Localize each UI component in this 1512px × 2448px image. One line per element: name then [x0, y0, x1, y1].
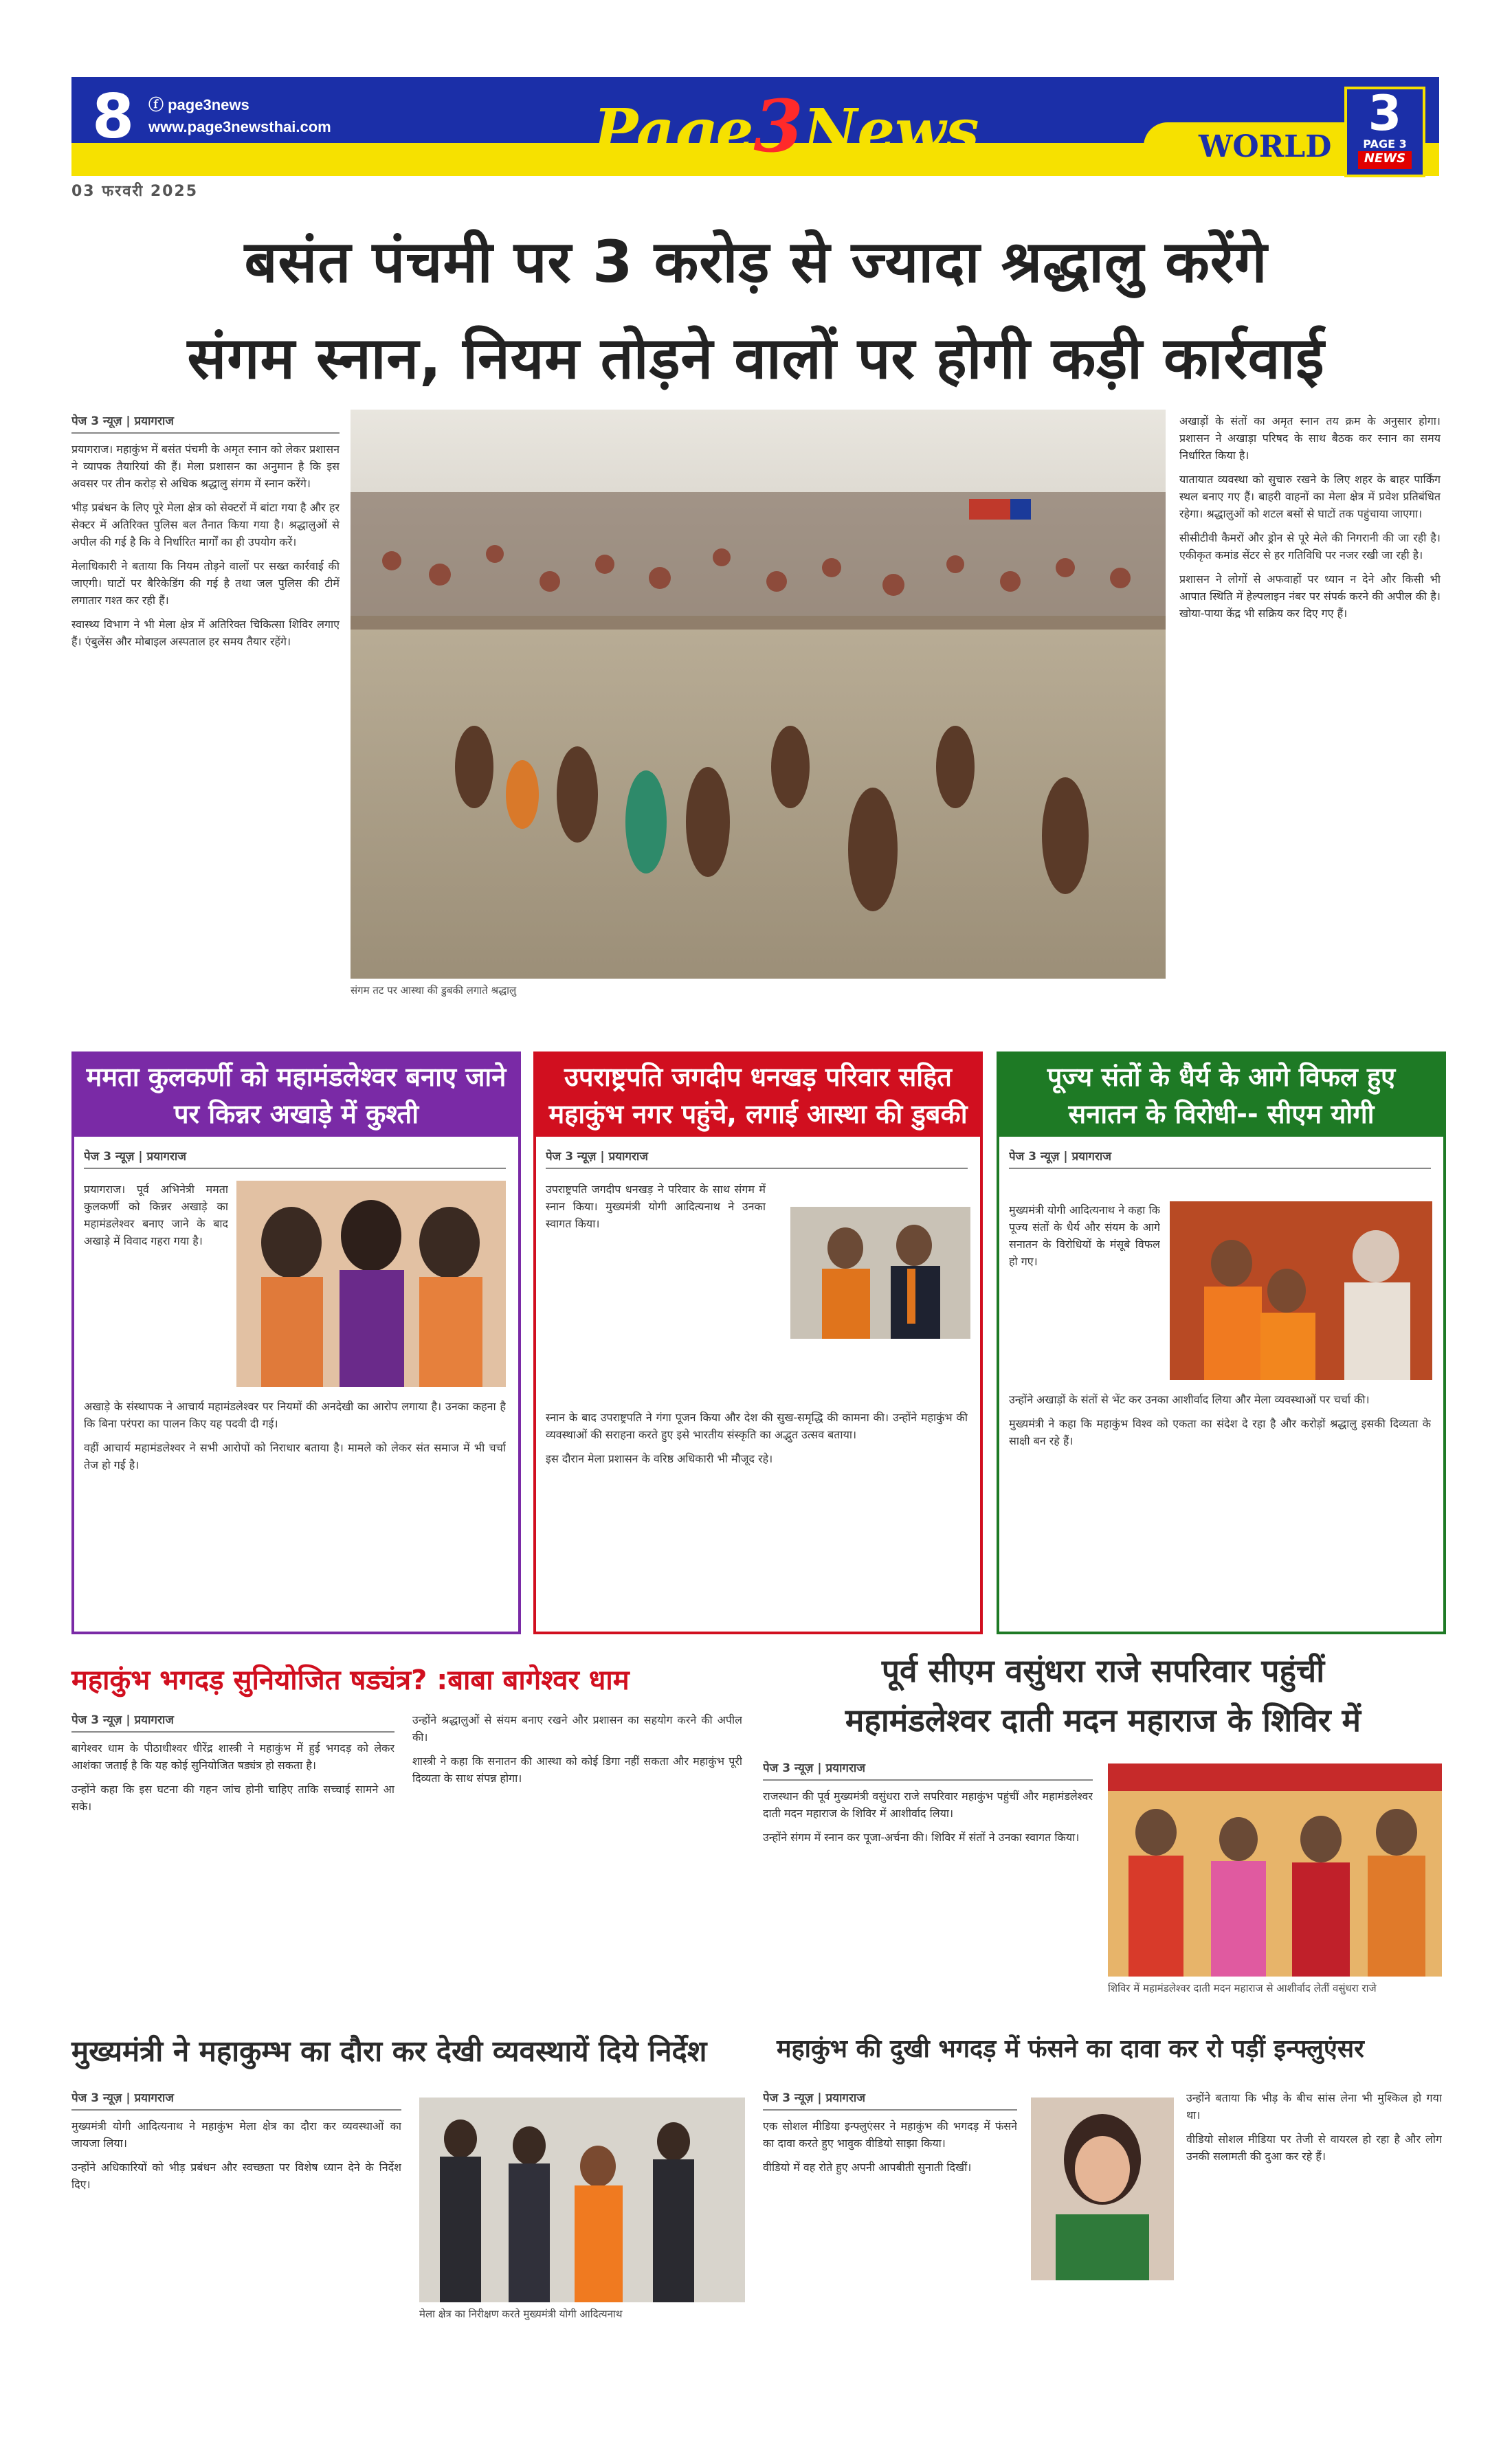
badge-number: 3: [1368, 85, 1402, 142]
masthead-left: Page: [593, 96, 754, 166]
influencer-paragraph: वीडियो सोशल मीडिया पर तेजी से वायरल हो रहा है और लोग उनकी सलामती की दुआ कर रहे हैं।: [1186, 2133, 1442, 2163]
lead-paragraph: यातायात व्यवस्था को सुचारु रखने के लिए शहर के बाहर पार्किंग स्थल बनाए गए हैं। बाहरी वाहनों का मेला क्षेत्र में प्रवेश प्रतिबंधित रहेगा। श्रद्धालुओं को शटल बसों से घाटों तक पहुंचाया जाएगा।: [1179, 473, 1441, 520]
raje-paragraph: उन्होंने संगम में स्नान कर पूजा-अर्चना की। शिविर में संतों ने उनका स्वागत किया।: [763, 1831, 1080, 1844]
box-paragraph: इस दौरान मेला प्रशासन के वरिष्ठ अधिकारी भी मौजूद रहे।: [546, 1452, 773, 1465]
lead-headline-line1: बसंत पंचमी पर 3 करोड़ से ज्यादा श्रद्धालु करेंगे: [244, 228, 1268, 296]
badge-sub: PAGE 3: [1363, 137, 1407, 151]
page-header: [71, 77, 1439, 200]
section-label: WORLD: [1199, 129, 1332, 164]
lead-byline: पेज 3 न्यूज़ | प्रयागराज: [71, 412, 340, 434]
yogi-photo-caption: मेला क्षेत्र का निरीक्षण करते मुख्यमंत्री योगी आदित्यनाथ: [419, 2308, 623, 2320]
box-paragraph: अखाड़े के संस्थापक ने आचार्य महामंडलेश्वर पर नियमों की अनदेखी का आरोप लगाया है। उनका कहना है कि बिना परंपरा का पालन किए यह पदवी दी गई।: [84, 1400, 506, 1430]
lead-paragraph: अखाड़ों के संतों का अमृत स्नान तय क्रम के अनुसार होगा। प्रशासन ने अखाड़ा परिषद के साथ बैठक कर स्नान का समय निर्धारित किया है।: [1179, 414, 1441, 462]
lead-right-column: [1179, 412, 1441, 1031]
lead-paragraph: सीसीटीवी कैमरों और ड्रोन से पूरे मेले की निगरानी की जा रही है। एकीकृत कमांड सेंटर से हर गतिविधि पर नजर रखी जा रही है।: [1179, 531, 1441, 561]
bageshwar-paragraph: शास्त्री ने कहा कि सनातन की आस्था को कोई डिगा नहीं सकता और महाकुंभ पूरी दिव्यता के साथ संपन्न होगा।: [412, 1755, 742, 1785]
lead-headline-line2: संगम स्नान, नियम तोड़ने वालों पर होगी कड़ी कार्रवाई: [187, 324, 1325, 392]
box-paragraph: स्नान के बाद उपराष्ट्रपति ने गंगा पूजन किया और देश की सुख-समृद्धि की कामना की। उन्होंने महाकुंभ की व्यवस्थाओं की सराहना करते हुए इसे भारतीय संस्कृति का अद्भुत उत्सव बताया।: [546, 1411, 968, 1441]
box-paragraph: वहीं आचार्य महामंडलेश्वर ने सभी आरोपों को निराधार बताया है। मामले को लेकर संत समाज में भी चर्चा तेज हो गई है।: [84, 1441, 506, 1471]
date-line: 03 फरवरी 2025: [71, 183, 199, 200]
bageshwar-paragraph: बागेश्वर धाम के पीठाधीश्वर धीरेंद्र शास्त्री ने महाकुंभ में हुई भगदड़ को लेकर आशंका जताई है कि यह कोई सुनियोजित षड्यंत्र हो सकता है।: [71, 1742, 394, 1772]
yogi-paragraph: उन्होंने अधिकारियों को भीड़ प्रबंधन और स्वच्छता पर विशेष ध्यान देने के निर्देश दिए।: [71, 2161, 401, 2191]
masthead-three: 3: [753, 84, 803, 168]
website-url[interactable]: www.page3newsthai.com: [148, 118, 331, 135]
sangam-bathing-photo: [351, 410, 1166, 979]
yogi-paragraph: मुख्यमंत्री योगी आदित्यनाथ ने महाकुंभ मेला क्षेत्र का दौरा कर व्यवस्थाओं का जायजा लिया।: [71, 2119, 401, 2150]
yogi-byline: पेज 3 न्यूज़ | प्रयागराज: [71, 2089, 401, 2111]
box-headline: पूज्य संतों के धैर्य के आगे विफल हुए सनातन के विरोधी-- सीएम योगी: [999, 1054, 1443, 1137]
box-paragraph: मुख्यमंत्री ने कहा कि महाकुंभ विश्व को एकता का संदेश दे रहा है और करोड़ों श्रद्धालु इसकी दिव्यता के साक्षी बन रहे हैं।: [1009, 1417, 1431, 1447]
influencer-paragraph: वीडियो में वह रोते हुए अपनी आपबीती सुनाती दिखीं।: [763, 2161, 972, 2174]
lead-left-column: [71, 412, 340, 1031]
masthead-logo: [539, 77, 1034, 176]
bageshwar-paragraph: उन्होंने कहा कि इस घटना की गहन जांच होनी चाहिए ताकि सच्चाई सामने आ सके।: [71, 1783, 394, 1813]
raje-headline-line2: महामंडलेश्वर दाती मदन महाराज के शिविर में: [845, 1702, 1361, 1739]
story-box-dhankhar: [533, 1051, 983, 1634]
influencer-photo: [1031, 2098, 1174, 2280]
bageshwar-column-1: [71, 1711, 394, 2014]
dhankhar-photo: [790, 1207, 970, 1339]
box-headline: ममता कुलकर्णी को महामंडलेश्वर बनाए जाने पर किन्नर अखाड़े में कुश्ती: [74, 1054, 518, 1137]
lead-paragraph: भीड़ प्रबंधन के लिए पूरे मेला क्षेत्र को सेक्टरों में बांटा गया है और हर सेक्टर में अतिरिक्त पुलिस बल तैनात किया गया है। श्रद्धालुओं से अपील की गई है कि वे निर्धारित मार्गों का ही उपयोग करें।: [71, 501, 340, 548]
yogi-inspection-column: [71, 2089, 401, 2433]
box-byline: पेज 3 न्यूज़ | प्रयागराज: [84, 1148, 506, 1169]
raje-byline: पेज 3 न्यूज़ | प्रयागराज: [763, 1759, 1093, 1781]
bageshwar-headline: महाकुंभ भगदड़ सुनियोजित षड्यंत्र? :बाबा बागेश्वर धाम: [71, 1665, 630, 1696]
box-headline: उपराष्ट्रपति जगदीप धनखड़ परिवार सहित महाकुंभ नगर पहुंचे, लगाई आस्था की डुबकी: [536, 1054, 980, 1137]
box-paragraph: प्रयागराज। पूर्व अभिनेत्री ममता कुलकर्णी को किन्नर अखाड़े का महामंडलेश्वर बनाए जाने के बाद अखाड़े में विवाद गहरा गया है।: [84, 1183, 228, 1247]
box-paragraph: उन्होंने अखाड़ों के संतों से भेंट कर उनका आशीर्वाद लिया और मेला व्यवस्थाओं पर चर्चा की।: [1009, 1393, 1370, 1406]
lead-paragraph: प्रशासन ने लोगों से अफवाहों पर ध्यान न देने और किसी भी आपात स्थिति में हेल्पलाइन नंबर पर संपर्क करने की अपील की है। खोया-पाया केंद्र भी सक्रिय कर दिए गए हैं।: [1179, 572, 1441, 620]
raje-paragraph: राजस्थान की पूर्व मुख्यमंत्री वसुंधरा राजे सपरिवार महाकुंभ पहुंचीं और महामंडलेश्वर दाती मदन महाराज के शिविर में आशीर्वाद लिया।: [763, 1790, 1093, 1820]
yogi-inspection-headline: मुख्यमंत्री ने महाकुम्भ का दौरा कर देखी व्यवस्थायें दिये निर्देश: [71, 2034, 707, 2068]
influencer-paragraph: उन्होंने बताया कि भीड़ के बीच सांस लेना भी मुश्किल हो गया था।: [1186, 2091, 1442, 2122]
box-paragraph: उपराष्ट्रपति जगदीप धनखड़ ने परिवार के साथ संगम में स्नान किया। मुख्यमंत्री योगी आदित्यनाथ ने उनका स्वागत किया।: [546, 1183, 766, 1230]
box-byline: पेज 3 न्यूज़ | प्रयागराज: [546, 1148, 968, 1169]
influencer-headline: महाकुंभ की दुखी भगदड़ में फंसने का दावा कर रो पड़ीं इन्फ्लुएंसर: [777, 2035, 1364, 2063]
influencer-byline: पेज 3 न्यूज़ | प्रयागराज: [763, 2089, 1017, 2111]
lead-paragraph: स्वास्थ्य विभाग ने भी मेला क्षेत्र में अतिरिक्त चिकित्सा शिविर लगाए हैं। एंबुलेंस और मोबाइल अस्पताल हर समय तैयार रहेंगे।: [71, 618, 340, 648]
yogi-saints-photo: [1170, 1201, 1432, 1380]
raje-headline: [763, 1646, 1443, 1745]
influencer-paragraph: एक सोशल मीडिया इन्फ्लुएंसर ने महाकुंभ की भगदड़ में फंसने का दावा करते हुए भावुक वीडियो साझा किया।: [763, 2119, 1017, 2150]
brand-badge: [1344, 87, 1425, 177]
lead-paragraph: मेलाधिकारी ने बताया कि नियम तोड़ने वालों पर सख्त कार्रवाई की जाएगी। घाटों पर बैरिकेडिंग की गई है तथा जल पुलिस की टीमें लगातार गश्त कर रही हैं।: [71, 559, 340, 607]
story-box-mamta: [71, 1051, 521, 1634]
lead-paragraph: प्रयागराज। महाकुंभ में बसंत पंचमी के अमृत स्नान को लेकर प्रशासन ने व्यापक तैयारियां की हैं। मेला प्रशासन का अनुमान है कि इस अवसर पर तीन करोड़ से अधिक श्रद्धालु संगम में स्नान करेंगे।: [71, 443, 340, 490]
raje-headline-line1: पूर्व सीएम वसुंधरा राजे सपरिवार पहुंचीं: [881, 1652, 1325, 1689]
masthead-right: News: [803, 96, 979, 166]
box-paragraph: मुख्यमंत्री योगी आदित्यनाथ ने कहा कि पूज्य संतों के धैर्य और संयम के आगे सनातन के विरोधियों के मंसूबे विफल हो गए।: [1009, 1203, 1160, 1268]
influencer-column-2: [1186, 2089, 1442, 2433]
yogi-inspection-photo: [419, 2098, 745, 2302]
story-box-yogi-saints: [997, 1051, 1446, 1634]
kinnar-akhara-photo: [236, 1181, 506, 1387]
raje-photo-caption: शिविर में महामंडलेश्वर दाती मदन महाराज से आशीर्वाद लेतीं वसुंधरा राजे: [1108, 1982, 1377, 1994]
bageshwar-column-2: [412, 1711, 742, 2014]
influencer-column-1: [763, 2089, 1017, 2433]
page-number: 8: [92, 81, 135, 152]
bageshwar-byline: पेज 3 न्यूज़ | प्रयागराज: [71, 1711, 394, 1733]
badge-tag: NEWS: [1358, 151, 1412, 169]
main-photo-caption: संगम तट पर आस्था की डुबकी लगाते श्रद्धालु: [351, 984, 517, 997]
raje-column: [763, 1759, 1093, 2021]
bageshwar-paragraph: उन्होंने श्रद्धालुओं से संयम बनाए रखने और प्रशासन का सहयोग करने की अपील की।: [412, 1713, 742, 1744]
social-handle: ⓕ page3news: [148, 96, 249, 113]
raje-photo: [1108, 1763, 1442, 1977]
box-byline: पेज 3 न्यूज़ | प्रयागराज: [1009, 1148, 1431, 1169]
